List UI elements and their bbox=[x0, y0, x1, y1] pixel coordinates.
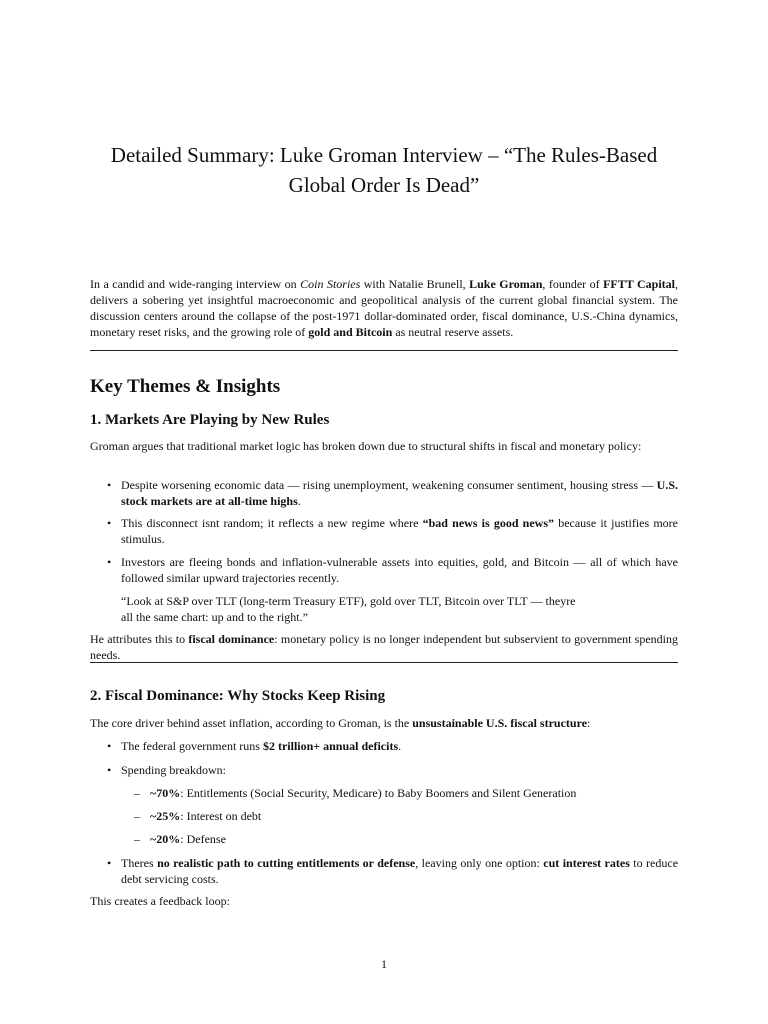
list-item bbox=[107, 738, 678, 754]
bullet-marker: • bbox=[107, 516, 112, 530]
list-item-text: Spending breakdown: bbox=[121, 763, 226, 777]
page-title bbox=[90, 140, 678, 200]
list-item-emphasis: $2 trillion+ annual deficits bbox=[262, 739, 399, 753]
guest-name: Luke Groman bbox=[469, 277, 543, 291]
section-2-lead bbox=[90, 715, 678, 731]
bullet-marker: • bbox=[107, 478, 112, 492]
bullet-marker: • bbox=[107, 856, 112, 870]
section-1-closing bbox=[90, 631, 678, 663]
list-item bbox=[107, 762, 678, 778]
title-line-2: Global Order Is Dead” bbox=[288, 173, 480, 197]
list-item bbox=[107, 515, 678, 547]
title-line-1: Detailed Summary: Luke Groman Interview – “The Rules-Based bbox=[110, 143, 658, 167]
sub-item-emphasis: ~25% bbox=[150, 809, 181, 823]
sub-item-text: : Defense bbox=[180, 832, 226, 846]
sub-item-text: : Interest on debt bbox=[180, 809, 262, 823]
list-item-text: This disconnect isnt random; it reflects a new regime where bbox=[121, 516, 423, 530]
section-2-closing: This creates a feedback loop: bbox=[90, 894, 230, 908]
list-item-text: because it justifies more stimulus. bbox=[121, 516, 678, 546]
bullet-marker: • bbox=[107, 739, 112, 753]
list-item-text: Despite worsening economic data — rising unemployment, weakening consumer sentiment, housing stress — bbox=[121, 478, 657, 492]
paragraph-emphasis: unsustainable U.S. fiscal structure bbox=[412, 716, 588, 730]
quote-line-2: all the same chart: up and to the right.” bbox=[121, 610, 308, 624]
dash-marker: – bbox=[134, 832, 140, 846]
bullet-marker: • bbox=[107, 555, 112, 569]
paragraph-text: The core driver behind asset inflation, according to Groman, is the bbox=[90, 716, 413, 730]
section-divider bbox=[90, 662, 678, 663]
section-1-heading: 1. Markets Are Playing by New Rules bbox=[90, 412, 330, 428]
dash-marker: – bbox=[134, 809, 140, 823]
paragraph-text: He attributes this to bbox=[90, 632, 189, 646]
list-item-text: to reduce debt servicing costs. bbox=[121, 856, 679, 886]
intro-text: as neutral reserve assets. bbox=[392, 325, 514, 339]
intro-text: , delivers a sobering yet insightful macroeconomic and geopolitical analysis of the current global financial system. The discussion centers around the collapse of the post-1971 dollar-dominated order, fiscal dominance, U.S.-China dynamics, monetary reset risks, and the growing role of bbox=[90, 277, 679, 339]
list-item-emphasis: “bad news is good news” bbox=[422, 516, 555, 530]
paragraph-emphasis: fiscal dominance bbox=[188, 632, 275, 646]
sub-item-emphasis: ~70% bbox=[150, 786, 181, 800]
section-1-lead: Groman argues that traditional market logic has broken down due to structural shifts in fiscal and monetary policy: bbox=[90, 439, 642, 453]
bullet-marker: • bbox=[107, 763, 112, 777]
list-item-text: . bbox=[398, 739, 402, 753]
list-item bbox=[107, 855, 679, 887]
assets-emphasis: gold and Bitcoin bbox=[308, 325, 393, 339]
sub-item-text: : Entitlements (Social Security, Medicare) to Baby Boomers and Silent Generation bbox=[180, 786, 577, 800]
list-item-text: , leaving only one option: bbox=[415, 856, 544, 870]
paragraph-text: : bbox=[587, 716, 591, 730]
list-item bbox=[107, 554, 678, 586]
list-item-emphasis: U.S. stock markets are at all-time highs bbox=[121, 478, 678, 508]
dash-marker: – bbox=[134, 786, 140, 800]
key-themes-heading: Key Themes & Insights bbox=[90, 376, 281, 397]
show-name: Coin Stories bbox=[300, 277, 361, 291]
quote-line-1: “Look at S&P over TLT (long-term Treasury ETF), gold over TLT, Bitcoin over TLT — theyre bbox=[121, 594, 576, 608]
intro-text: with Natalie Brunell, bbox=[360, 277, 470, 291]
list-item bbox=[107, 477, 678, 509]
intro-text: In a candid and wide-ranging interview on bbox=[90, 277, 301, 291]
list-item-text: Investors are fleeing bonds and inflation-vulnerable assets into equities, gold, and Bitcoin — all of which have followed similar upward trajectories recently. bbox=[121, 555, 678, 585]
intro-paragraph bbox=[90, 276, 678, 340]
list-item-text: The federal government runs bbox=[121, 739, 263, 753]
list-item-emphasis: cut interest rates bbox=[543, 856, 630, 870]
list-item-text: . bbox=[297, 494, 301, 508]
page-number: 1 bbox=[381, 957, 387, 971]
sub-list-item bbox=[134, 808, 678, 824]
intro-text: , founder of bbox=[542, 277, 604, 291]
firm-name: FFTT Capital bbox=[603, 277, 676, 291]
paragraph-text: : monetary policy is no longer independent but subservient to government spending needs. bbox=[90, 632, 678, 662]
list-item-text: Theres bbox=[121, 856, 158, 870]
sub-list-item bbox=[134, 785, 678, 801]
list-item-emphasis: no realistic path to cutting entitlements or defense bbox=[157, 856, 416, 870]
sub-list-item bbox=[134, 831, 678, 847]
sub-item-emphasis: ~20% bbox=[150, 832, 181, 846]
section-2-heading: 2. Fiscal Dominance: Why Stocks Keep Rising bbox=[90, 688, 386, 704]
blockquote bbox=[121, 593, 661, 625]
section-divider bbox=[90, 350, 678, 351]
